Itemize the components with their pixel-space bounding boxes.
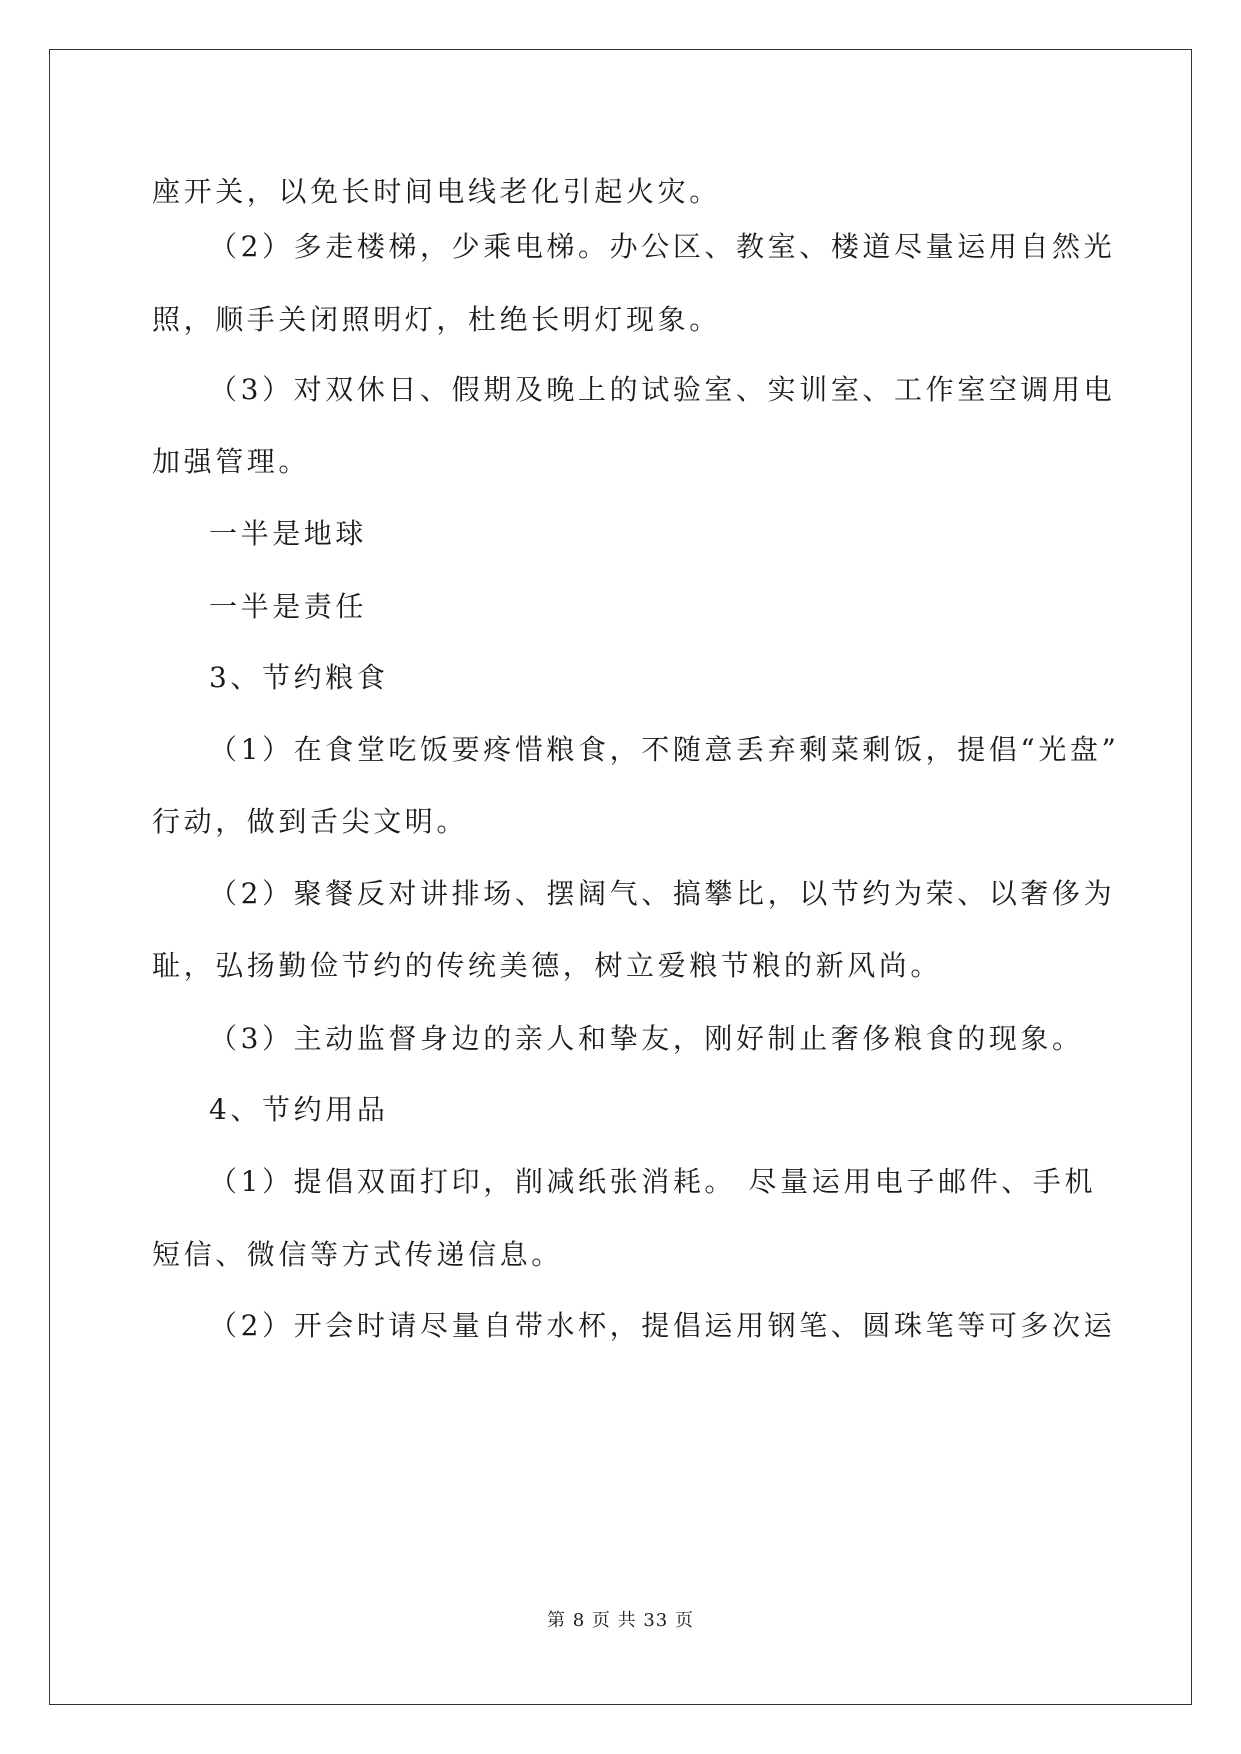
body-line: 一半是责任 xyxy=(209,590,368,623)
body-line: 照，顺手关闭照明灯，杜绝长明灯现象。 xyxy=(152,303,721,336)
body-line: 短信、微信等方式传递信息。 xyxy=(152,1238,563,1271)
section-heading: 3、节约粮食 xyxy=(209,661,389,694)
body-line: （1）在食堂吃饭要疼惜粮食，不随意丢弃剩菜剩饭，提倡“光盘” xyxy=(209,733,1120,766)
body-line: 耻，弘扬勤俭节约的传统美德，树立爱粮节粮的新风尚。 xyxy=(152,949,943,982)
body-line: 加强管理。 xyxy=(152,445,311,478)
section-heading: 4、节约用品 xyxy=(209,1093,389,1126)
body-line: （3）主动监督身边的亲人和挚友，刚好制止奢侈粮食的现象。 xyxy=(209,1022,1084,1055)
body-line: 行动，做到舌尖文明。 xyxy=(152,805,469,838)
body-line: （2）开会时请尽量自带水杯，提倡运用钢笔、圆珠笔等可多次运 xyxy=(209,1309,1116,1342)
body-line: （2）多走楼梯，少乘电梯。办公区、教室、楼道尽量运用自然光 xyxy=(209,230,1116,263)
body-line: （2）聚餐反对讲排场、摆阔气、搞攀比，以节约为荣、以奢侈为 xyxy=(209,877,1116,910)
body-line: （3）对双休日、假期及晚上的试验室、实训室、工作室空调用电 xyxy=(209,373,1116,406)
page-number: 第 8 页 共 33 页 xyxy=(547,1610,694,1631)
body-line: 座开关，以免长时间电线老化引起火灾。 xyxy=(152,175,721,208)
body-line: （1）提倡双面打印，削减纸张消耗。 尽量运用电子邮件、手机 xyxy=(209,1165,1097,1198)
body-line: 一半是地球 xyxy=(209,517,368,550)
